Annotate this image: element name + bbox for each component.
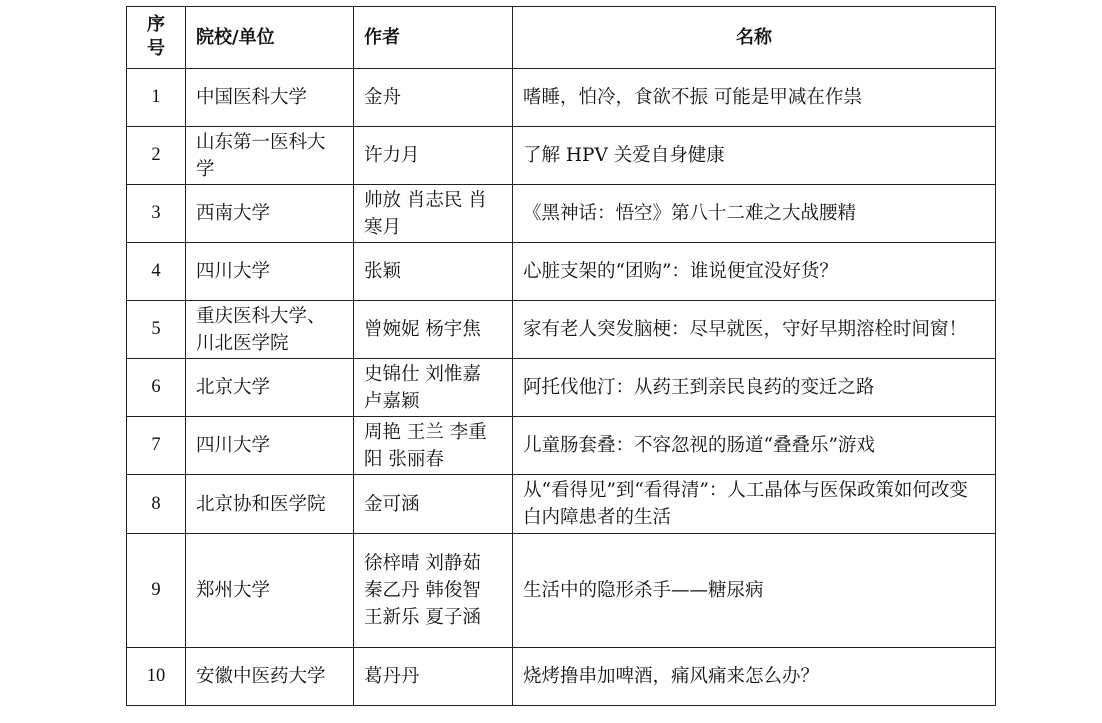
row-index: 1 — [127, 69, 186, 127]
row-institution: 西南大学 — [186, 185, 354, 243]
row-institution: 重庆医科大学、川北医学院 — [186, 301, 354, 359]
header-index: 序号 — [127, 7, 186, 69]
row-author: 张颖 — [354, 243, 513, 301]
row-index: 6 — [127, 359, 186, 417]
table-row — [127, 648, 996, 706]
row-author: 徐梓晴 刘静茹 秦乙丹 韩俊智 王新乐 夏子涵 — [354, 534, 513, 648]
row-institution: 四川大学 — [186, 417, 354, 475]
header-institution: 院校/单位 — [186, 7, 354, 69]
row-institution: 北京大学 — [186, 359, 354, 417]
row-index: 4 — [127, 243, 186, 301]
row-title: 儿童肠套叠：不容忽视的肠道“叠叠乐”游戏 — [513, 417, 996, 475]
row-institution: 山东第一医科大学 — [186, 127, 354, 185]
table-row — [127, 185, 996, 243]
row-author: 许力月 — [354, 127, 513, 185]
table-row — [127, 127, 996, 185]
row-index: 7 — [127, 417, 186, 475]
row-index: 3 — [127, 185, 186, 243]
row-author: 金可涵 — [354, 475, 513, 534]
table-row — [127, 475, 996, 534]
row-index: 9 — [127, 534, 186, 648]
row-title: 了解 HPV 关爱自身健康 — [513, 127, 996, 185]
header-title: 名称 — [513, 7, 996, 69]
header-author: 作者 — [354, 7, 513, 69]
row-author: 曾婉妮 杨宇焦 — [354, 301, 513, 359]
row-index: 10 — [127, 648, 186, 706]
row-author: 周艳 王兰 李重阳 张丽春 — [354, 417, 513, 475]
row-author: 史锦仕 刘惟嘉 卢嘉颖 — [354, 359, 513, 417]
row-institution: 安徽中医药大学 — [186, 648, 354, 706]
row-institution: 郑州大学 — [186, 534, 354, 648]
row-index: 5 — [127, 301, 186, 359]
row-title: 家有老人突发脑梗：尽早就医，守好早期溶栓时间窗！ — [513, 301, 996, 359]
table-row — [127, 243, 996, 301]
row-title: 从“看得见”到“看得清”：人工晶体与医保政策如何改变白内障患者的生活 — [513, 475, 996, 534]
row-index: 2 — [127, 127, 186, 185]
table-row — [127, 359, 996, 417]
table-row — [127, 301, 996, 359]
row-title: 《黑神话：悟空》第八十二难之大战腰精 — [513, 185, 996, 243]
table-header-row — [127, 7, 996, 69]
row-author: 葛丹丹 — [354, 648, 513, 706]
row-institution: 四川大学 — [186, 243, 354, 301]
row-title: 心脏支架的“团购”：谁说便宜没好货？ — [513, 243, 996, 301]
row-index: 8 — [127, 475, 186, 534]
table-row — [127, 69, 996, 127]
row-institution: 中国医科大学 — [186, 69, 354, 127]
row-author: 金舟 — [354, 69, 513, 127]
table-row — [127, 417, 996, 475]
row-title: 生活中的隐形杀手——糖尿病 — [513, 534, 996, 648]
row-author: 帅放 肖志民 肖寒月 — [354, 185, 513, 243]
row-title: 阿托伐他汀：从药王到亲民良药的变迁之路 — [513, 359, 996, 417]
award-list-table — [126, 6, 996, 706]
row-title: 烧烤撸串加啤酒，痛风痛来怎么办？ — [513, 648, 996, 706]
table-row — [127, 534, 996, 648]
row-institution: 北京协和医学院 — [186, 475, 354, 534]
row-title: 嗜睡，怕冷，食欲不振 可能是甲减在作祟 — [513, 69, 996, 127]
